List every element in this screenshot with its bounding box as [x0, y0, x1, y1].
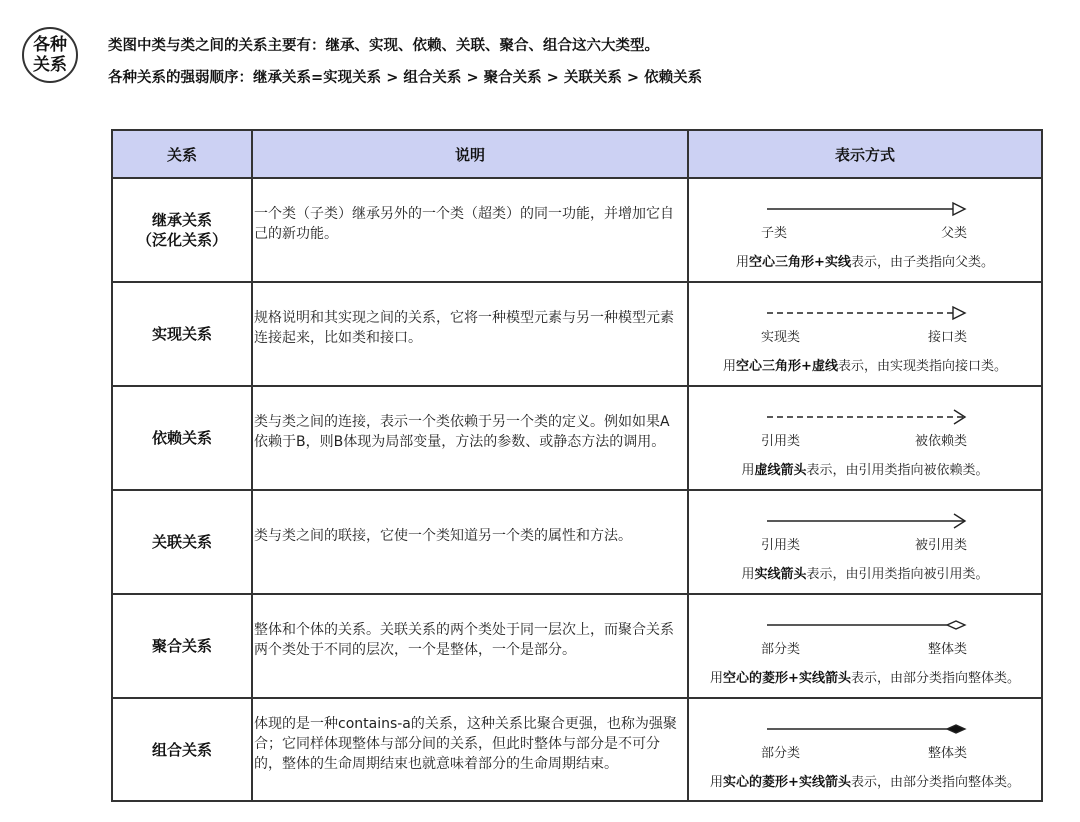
target-class-label: 整体类: [927, 642, 967, 657]
relation-notation-cell: [688, 594, 1042, 698]
caption-text: 用: [736, 255, 750, 270]
notation-caption: [689, 251, 1041, 270]
source-class-label: 实现类: [761, 330, 801, 345]
table-row: [112, 698, 1042, 801]
caption-text: 表示，由部分类指向整体类。: [850, 775, 1020, 790]
relation-name-cell: [112, 282, 252, 386]
relation-description-cell: [252, 282, 688, 386]
caption-text: 表示，由部分类指向整体类。: [850, 671, 1020, 686]
caption-emphasis: 实心的菱形+实线箭头: [723, 775, 851, 790]
relation-notation-cell: [688, 490, 1042, 594]
relation-name: 关联关系: [151, 533, 212, 551]
relation-name: 实现关系: [151, 325, 212, 343]
header-description: 说明: [252, 130, 688, 178]
relation-description: 类与类之间的联接，它使一个类知道另一个类的属性和方法。: [254, 528, 632, 544]
intro-line-1: 类图中类与类之间的关系主要有：继承、实现、依赖、关联、聚合、组合这六大类型。: [108, 38, 659, 54]
relation-description-cell: [252, 178, 688, 282]
relation-description: 规格说明和其实现之间的关系，它将一种模型元素与另一种模型元素连接起来，比如类和接口。: [254, 310, 674, 346]
caption-emphasis: 虚线箭头: [754, 463, 807, 478]
table-row: [112, 282, 1042, 386]
relation-name: 组合关系: [151, 740, 212, 759]
target-class-label: 父类: [940, 226, 967, 241]
notation-caption: [689, 563, 1041, 582]
target-class-label: 被引用类: [914, 538, 967, 553]
uml-connector-icon: [689, 387, 1041, 447]
section-badge: [22, 27, 78, 83]
relation-description: 体现的是一种contains-a的关系，这种关系比聚合更强，也称为强聚合；它同样体现整体与部分间的关系，但此时整体与部分是不可分的，整体的生命周期结束也就意味着部分的生命周期结束。: [254, 715, 677, 772]
table-header-row: [112, 130, 1042, 178]
caption-emphasis: 空心的菱形+实线箭头: [723, 671, 851, 686]
relation-description: 类与类之间的连接，表示一个类依赖于另一个类的定义。例如如果A依赖于B，则B体现为局部变量，方法的参数、或静态方法的调用。: [254, 414, 670, 450]
notation-caption: [689, 355, 1041, 374]
filled-diamond-head: [947, 725, 965, 733]
relation-name: 依赖关系: [151, 429, 212, 447]
relation-name-cell: [112, 698, 252, 801]
caption-text: 表示，由引用类指向被引用类。: [806, 567, 989, 582]
uml-connector-icon: [689, 595, 1041, 655]
source-class-label: 部分类: [761, 746, 801, 761]
header-notation: 表示方式: [688, 130, 1042, 178]
target-class-label: 被依赖类: [914, 434, 967, 449]
hollow-diamond-head: [947, 621, 965, 629]
relation-notation-cell: [688, 698, 1042, 801]
relation-name: 聚合关系: [151, 637, 212, 655]
caption-text: 用: [710, 671, 724, 686]
caption-emphasis: 空心三角形+虚线: [736, 359, 838, 374]
relation-description-cell: [252, 490, 688, 594]
relation-description-cell: [252, 594, 688, 698]
table-row: [112, 594, 1042, 698]
relation-description: 整体和个体的关系。关联关系的两个类处于同一层次上，而聚合关系两个类处于不同的层次，一个是整体，一个是部分。: [254, 622, 674, 658]
notation-caption: [689, 459, 1041, 478]
caption-text: 表示，由子类指向父类。: [850, 255, 994, 270]
caption-text: 表示，由实现类指向接口类。: [837, 359, 1007, 374]
table-row: [112, 490, 1042, 594]
target-class-label: 整体类: [927, 746, 967, 761]
uml-connector-icon: [689, 699, 1041, 759]
badge-line-2: 关系: [33, 55, 67, 75]
table-row: [112, 386, 1042, 490]
relation-name-cell: [112, 386, 252, 490]
intro-line-2: 各种关系的强弱顺序：继承关系=实现关系 > 组合关系 > 聚合关系 > 关联关系 > 依赖关系: [108, 70, 703, 86]
source-class-label: 引用类: [761, 538, 801, 553]
badge-line-1: 各种: [33, 35, 67, 55]
relation-notation-cell: [688, 178, 1042, 282]
relation-notation-cell: [688, 282, 1042, 386]
uml-connector-icon: [689, 179, 1041, 239]
uml-connector-icon: [689, 491, 1041, 551]
caption-text: 用: [741, 463, 755, 478]
notation-caption: [689, 771, 1041, 790]
header-relation: 关系: [112, 130, 252, 178]
notation-caption: [689, 667, 1041, 686]
source-class-label: 子类: [761, 226, 788, 241]
uml-connector-icon: [689, 283, 1041, 343]
source-class-label: 部分类: [761, 642, 801, 657]
caption-text: 用: [723, 359, 737, 374]
source-class-label: 引用类: [761, 434, 801, 449]
caption-text: 用: [741, 567, 755, 582]
target-class-label: 接口类: [927, 330, 967, 345]
caption-emphasis: 空心三角形+实线: [749, 255, 851, 270]
hollow-triangle-head: [953, 203, 965, 215]
relation-notation-cell: [688, 386, 1042, 490]
relation-name-cell: [112, 594, 252, 698]
relation-name-cell: [112, 178, 252, 282]
relations-table: [111, 129, 1043, 802]
caption-emphasis: 实线箭头: [754, 567, 807, 582]
relation-description: 一个类（子类）继承另外的一个类（超类）的同一功能，并增加它自己的新功能。: [254, 206, 674, 242]
relation-name-cell: [112, 490, 252, 594]
table-row: [112, 178, 1042, 282]
caption-text: 用: [710, 775, 724, 790]
relation-name: 继承关系: [151, 211, 212, 229]
relation-alt-name: （泛化关系）: [136, 231, 227, 249]
caption-text: 表示，由引用类指向被依赖类。: [806, 463, 989, 478]
hollow-triangle-head: [953, 307, 965, 319]
relation-description-cell: [252, 386, 688, 490]
relation-description-cell: [252, 698, 688, 801]
